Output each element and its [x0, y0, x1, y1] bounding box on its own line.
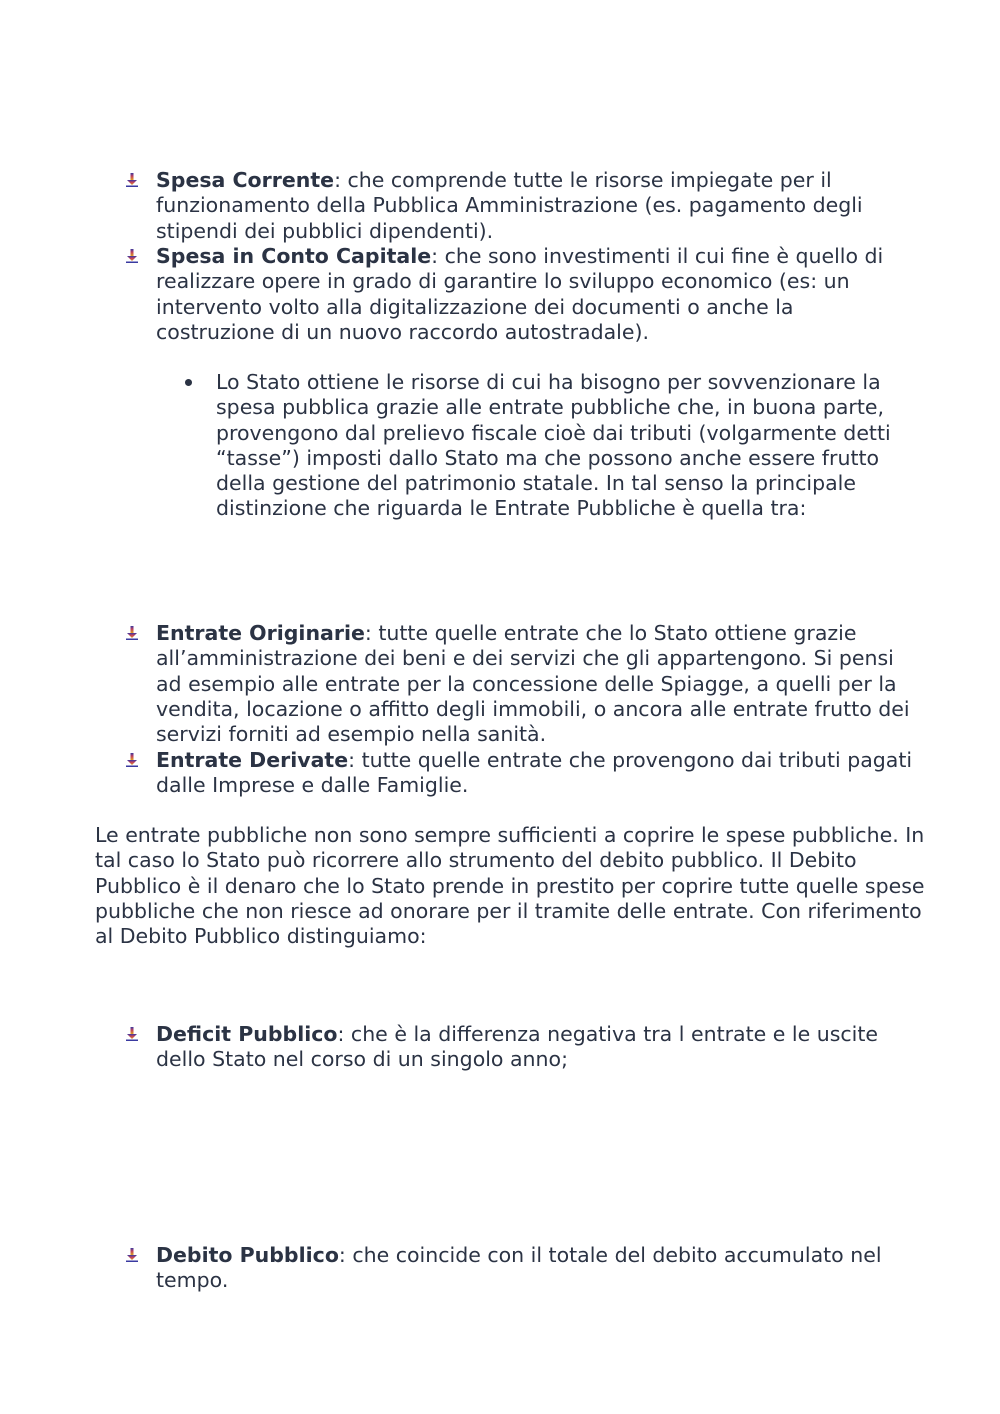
item-description: : tutte quelle entrate che lo Stato ottiene grazie all’amministrazione dei beni e dei servizi che gli appartengono. Si pensi ad esempio alle entrate per la concessione delle Spiagge, a quelli per la vendita, locazione o affitto degli immobili, o ancora alle entrate frutto dei servizi forniti ad esempio nella sanità.	[156, 621, 910, 747]
arrow-down-bullet-icon	[126, 753, 138, 767]
arrow-down-bullet-icon	[126, 626, 138, 640]
list-item-entrate-derivate	[156, 748, 916, 799]
term-label: Spesa Corrente	[156, 168, 335, 192]
item-description: : che coincide con il totale del debito accumulato nel tempo.	[156, 1243, 882, 1293]
term-label: Debito Pubblico	[156, 1243, 339, 1267]
body-paragraph: Le entrate pubbliche non sono sempre sufficienti a coprire le spese pubbliche. In tal caso lo Stato può ricorrere allo strumento del debito pubblico. Il Debito Pubblico è il denaro che lo Stato prende in prestito per coprire tutte quelle spese pubbliche che non riesce ad onorare per il tramite delle entrate. Con riferimento al Debito Pubblico distinguiamo:	[95, 823, 925, 949]
item-description: : che comprende tutte le risorse impiegate per il funzionamento della Pubblica Amministrazione (es. pagamento degli stipendi dei pubblici dipendenti).	[156, 168, 863, 243]
list-item-entrate-originarie	[156, 621, 916, 747]
list-item-entrate-intro	[216, 370, 916, 522]
list-item-deficit-pubblico	[156, 1022, 916, 1073]
term-label: Entrate Originarie	[156, 621, 365, 645]
item-description: : che sono investimenti il cui fine è quello di realizzare opere in grado di garantire lo sviluppo economico (es: un intervento volto alla digitalizzazione dei documenti o anche la costruzione di un nuovo raccordo autostradale).	[156, 244, 884, 344]
arrow-down-bullet-icon	[126, 173, 138, 187]
term-label: Deficit Pubblico	[156, 1022, 338, 1046]
item-description: : tutte quelle entrate che provengono dai tributi pagati dalle Imprese e dalle Famiglie.	[156, 748, 913, 798]
item-description: : che è la differenza negativa tra l entrate e le uscite dello Stato nel corso di un singolo anno;	[156, 1022, 879, 1072]
list-item-debito-pubblico	[156, 1243, 916, 1294]
arrow-down-bullet-icon	[126, 249, 138, 263]
round-bullet-icon	[185, 379, 192, 386]
arrow-down-bullet-icon	[126, 1248, 138, 1262]
item-description: Lo Stato ottiene le risorse di cui ha bisogno per sovvenzionare la spesa pubblica grazie alle entrate pubbliche che, in buona parte, provengono dal prelievo fiscale cioè dai tributi (volgarmente detti “tasse”) imposti dallo Stato ma che possono anche essere frutto della gestione del patrimonio statale. In tal senso la principale distinzione che riguarda le Entrate Pubbliche è quella tra:	[216, 370, 891, 521]
list-item-spesa-conto-capitale	[156, 244, 916, 345]
arrow-down-bullet-icon	[126, 1027, 138, 1041]
list-item-spesa-corrente	[156, 168, 916, 244]
term-label: Spesa in Conto Capitale	[156, 244, 432, 268]
term-label: Entrate Derivate	[156, 748, 349, 772]
